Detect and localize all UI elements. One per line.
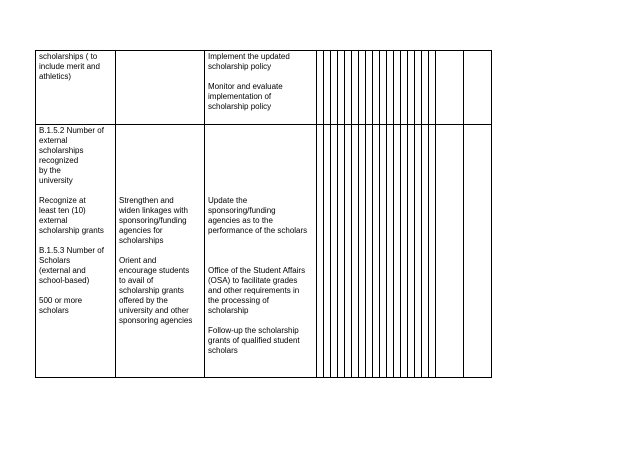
timeline-cell [366,125,373,378]
timeline-cell [429,51,436,125]
timeline-cell [373,51,380,125]
action-plan-table [35,50,492,378]
timeline-cell [338,125,345,378]
table-row [36,125,492,378]
responsible-cell [436,125,464,378]
objective-cell [36,51,116,125]
budget-cell [464,125,492,378]
timeline-cell [401,51,408,125]
timeline-cell [401,125,408,378]
timeline-cell [394,125,401,378]
objective-text: B.1.5.2 Number of external scholarships recognized by the university Recognize at least ten (10) external scholarship grants B.1.5.3 Number of Scholars (external and school-based) 500 or more scholars [39,126,104,315]
timeline-cell [359,51,366,125]
timeline-cell [408,51,415,125]
timeline-cell [429,125,436,378]
objective-cell [36,125,116,378]
responsible-cell [436,51,464,125]
timeline-cell [422,125,429,378]
timeline-cell [415,125,422,378]
timeline-cell [317,125,324,378]
activity-cell [205,51,317,125]
timeline-cell [331,51,338,125]
strategy-text: Strengthen and widen linkages with sponsoring/funding agencies for scholarships Orient and encourage students to avail of scholarship grants offered by the university and other sponsoring agencies [119,196,193,325]
timeline-cell [373,125,380,378]
timeline-cell [380,125,387,378]
timeline-cell [380,51,387,125]
timeline-cell [387,125,394,378]
timeline-cell [345,125,352,378]
budget-cell [464,51,492,125]
timeline-cell [338,51,345,125]
table-row [36,51,492,125]
timeline-cell [394,51,401,125]
objective-text: scholarships ( to include merit and athletics) [39,52,100,81]
activity-text: Implement the updated scholarship policy Monitor and evaluate implementation of scholarship policy [208,52,290,111]
timeline-cell [324,51,331,125]
timeline-cell [352,51,359,125]
timeline-cell [408,125,415,378]
timeline-cell [422,51,429,125]
timeline-cell [366,51,373,125]
timeline-cell [331,125,338,378]
strategy-cell [116,51,205,125]
timeline-cell [324,125,331,378]
timeline-cell [359,125,366,378]
strategy-cell [116,125,205,378]
activity-text: Update the sponsoring/funding agencies as to the performance of the scholars Office of the Student Affairs (OSA) to facilitate grades and other requirements in the processing of scholarship Follow-up the scholarship grants of qualified student scholars [208,196,308,355]
timeline-cell [387,51,394,125]
timeline-cell [345,51,352,125]
timeline-cell [352,125,359,378]
activity-cell [205,125,317,378]
timeline-cell [317,51,324,125]
timeline-cell [415,51,422,125]
